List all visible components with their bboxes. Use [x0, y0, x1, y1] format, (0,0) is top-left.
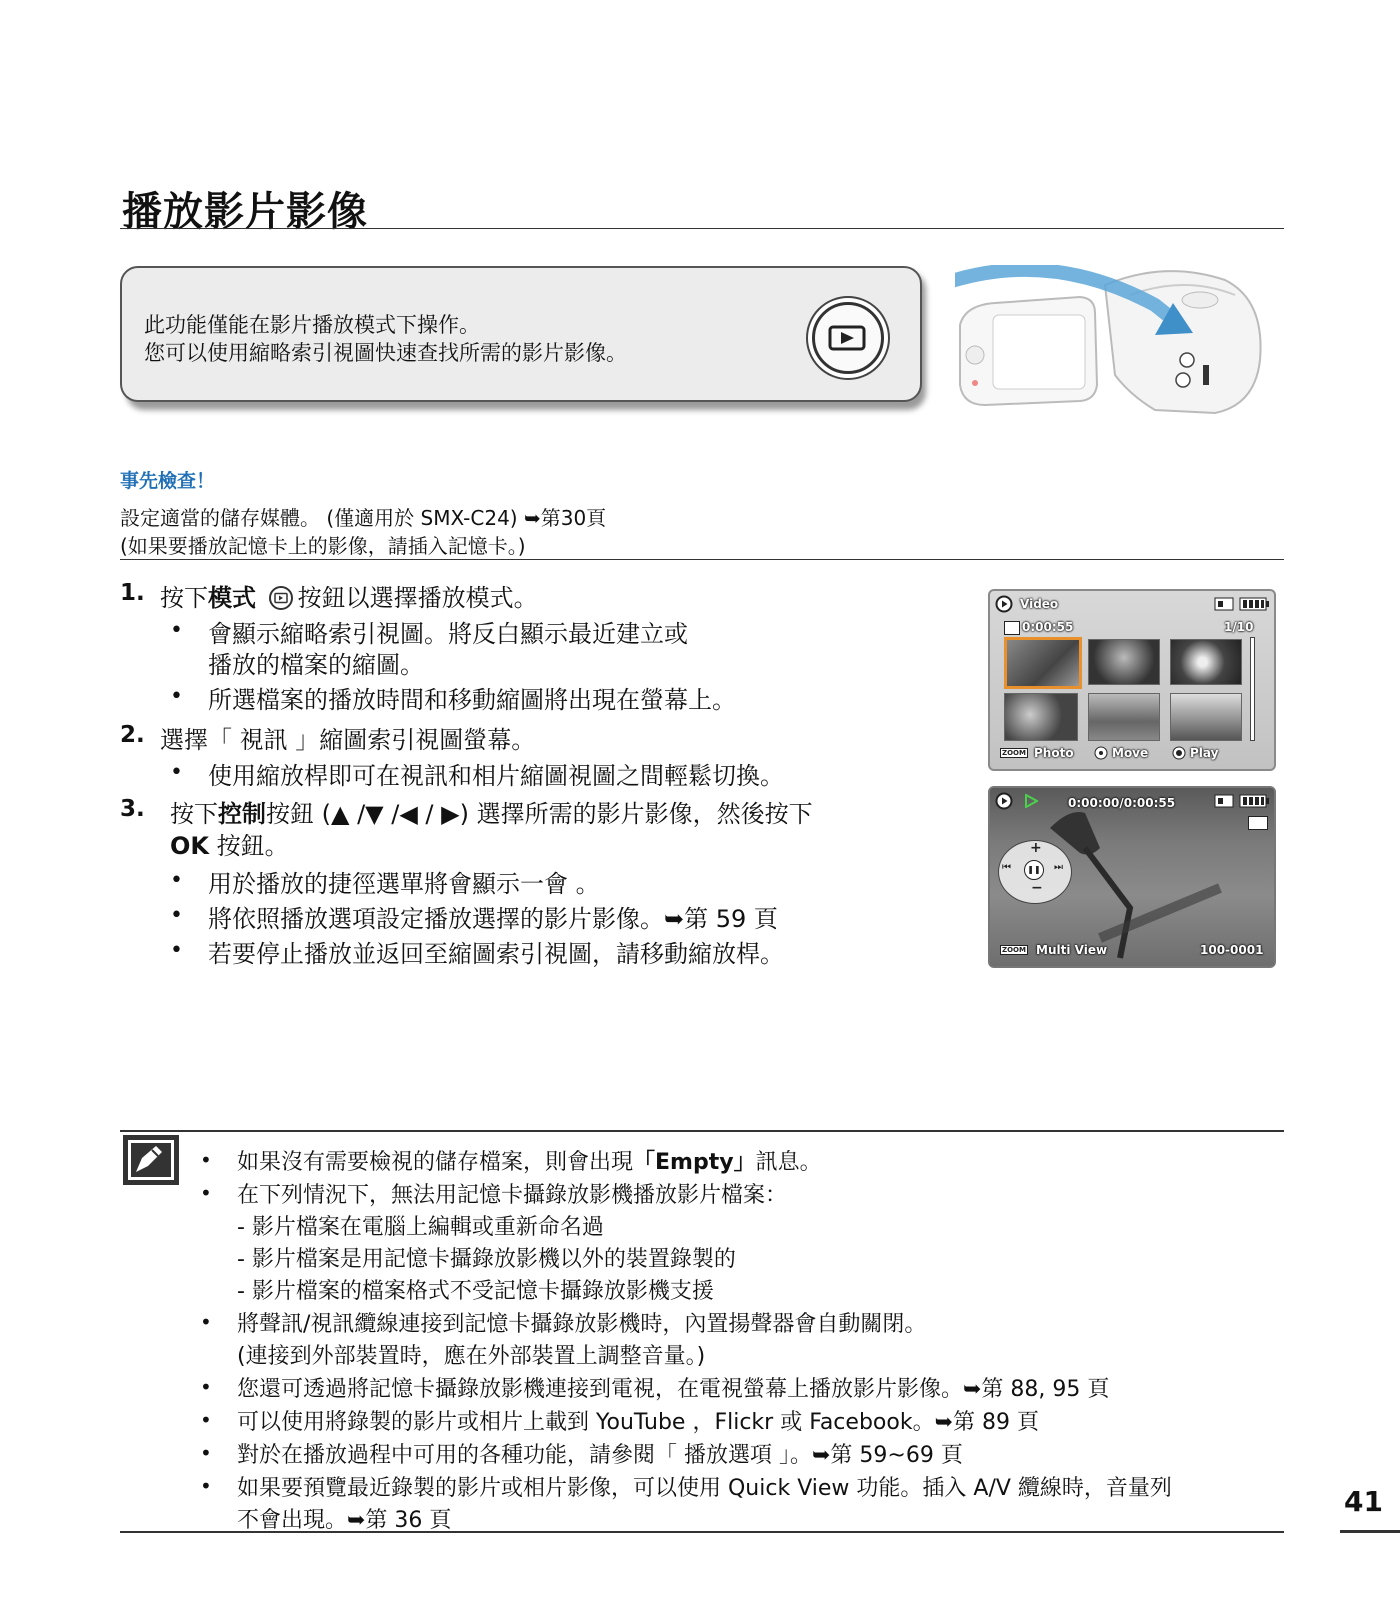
intro-text-line1: 此功能僅能在影片播放模式下操作。 [144, 313, 480, 337]
volume-up-icon[interactable]: + [1030, 840, 1042, 856]
bullet: • [200, 1474, 212, 1498]
bullet: • [200, 1181, 212, 1205]
bullet: • [200, 1441, 212, 1465]
page-title: 播放影片影像 [122, 189, 368, 235]
step-1-bullet-1a: 會顯示縮略索引視圖。將反白顯示最近建立或 [208, 620, 688, 648]
step-2-text: 選擇「 視訊 」縮圖索引視圖螢幕。 [160, 726, 536, 754]
zoom-badge: ZOOM [1002, 749, 1026, 757]
note-top-divider [120, 1130, 1284, 1132]
note-2: 在下列情況下，無法用記憶卡攝錄放影機播放影片檔案： [237, 1183, 788, 1208]
step-3-bullet-1: 用於播放的捷徑選單將會顯示一會 。 [208, 870, 600, 898]
intro-text-line2: 您可以使用縮略索引視圖快速查找所需的影片影像。 [144, 341, 627, 365]
bullet: • [170, 903, 183, 928]
ok-button-icon [1172, 746, 1186, 760]
bullet: • [170, 760, 183, 785]
note-3b: (連接到外部裝置時，應在外部裝置上調整音量。) [237, 1344, 706, 1369]
ok-label: OK [170, 832, 209, 860]
playback-icon [994, 595, 1014, 613]
precheck-heading: 事先檢查！ [120, 470, 216, 492]
file-number: 100-0001 [1200, 943, 1264, 957]
step-3-number: 3. [120, 796, 145, 822]
precheck-text-line2: (如果要播放記憶卡上的影像，請插入記憶卡。) [120, 534, 526, 558]
step-1-text [160, 578, 538, 613]
bullet: • [200, 1310, 212, 1334]
note-2-sub-1: - 影片檔案在電腦上編輯或重新命名過 [237, 1215, 604, 1240]
film-icon [1004, 621, 1020, 635]
scrollbar[interactable] [1250, 637, 1255, 741]
precheck-text-line1: 設定適當的儲存媒體。 (僅適用於 SMX-C24) ➥第30頁 [120, 506, 607, 530]
note-pencil-icon [122, 1134, 180, 1186]
thumbnail-3[interactable] [1170, 639, 1242, 685]
play-label: Play [1190, 746, 1219, 760]
step-3-bold: 控制 [218, 800, 266, 828]
playback-mode-icon [828, 325, 866, 351]
step-3-bullet-3: 若要停止播放並返回至縮圖索引視圖，請移動縮放桿。 [208, 940, 784, 968]
note-5: 可以使用將錄製的影片或相片上載到 YouTube ，Flickr 或 Facebook。➥第 89 頁 [237, 1410, 1039, 1435]
fast-forward-icon[interactable]: ⏭ [1054, 862, 1063, 873]
step-1-bullet-2: 所選檔案的播放時間和移動縮圖將出現在螢幕上。 [208, 686, 736, 714]
thumbnail-2[interactable] [1088, 639, 1160, 685]
camcorder-illustration [955, 265, 1285, 425]
rewind-icon[interactable]: ⏮ [1002, 862, 1011, 873]
bullet: • [170, 618, 183, 643]
zoom-badge: ZOOM [1002, 946, 1026, 954]
mode-label: Video [1020, 597, 1059, 611]
playback-icon [994, 792, 1014, 810]
move-label: Move [1112, 746, 1149, 760]
page-number-rule [1340, 1530, 1400, 1533]
note-1-bold: 「Empty」 [633, 1150, 756, 1175]
step-1-number: 1. [120, 580, 145, 606]
title-divider [120, 228, 1284, 229]
thumb-counter: 1/10 [1224, 620, 1254, 634]
move-joystick-icon [1094, 746, 1108, 760]
mode-button-icon [268, 585, 294, 611]
multi-view-label: Multi View [1036, 943, 1108, 957]
page-number: 41 [1344, 1485, 1383, 1518]
step-3-pre: 按下 [170, 800, 218, 828]
note-2-sub-3: - 影片檔案的檔案格式不受記憶卡攝錄放影機支援 [237, 1279, 714, 1304]
battery-icon [1214, 597, 1270, 611]
thumbnail-6[interactable] [1170, 693, 1242, 741]
step-1-bullet-1b: 播放的檔案的縮圖。 [208, 651, 424, 679]
note-1 [237, 1145, 822, 1176]
step-1-post: 按鈕以選擇播放模式。 [297, 584, 538, 612]
note-7a: 如果要預覽最近錄製的影片或相片影像，可以使用 Quick View 功能。插入 A/V 纜線時，音量列 [237, 1476, 1172, 1501]
bullet: • [170, 684, 183, 709]
step-3-bullet-2: 將依照播放選項設定播放選擇的影片影像。➥第 59 頁 [208, 905, 778, 933]
step-1-pre: 按下 [160, 584, 208, 612]
bullet: • [200, 1375, 212, 1399]
video-playback-screen [988, 786, 1276, 968]
note-4: 您還可透過將記憶卡攝錄放影機連接到電視，在電視螢幕上播放影片影像。➥第 88, 95 頁 [237, 1377, 1110, 1402]
note-bottom-divider [120, 1531, 1284, 1533]
bullet: • [170, 938, 183, 963]
thumbnail-index-screen [988, 589, 1276, 771]
step-3-text-line2 [170, 826, 289, 861]
note-7b: 不會出現。➥第 36 頁 [237, 1508, 452, 1533]
thumbnail-4[interactable] [1004, 693, 1078, 741]
thumb-time: 0:00:55 [1022, 620, 1074, 634]
step-1-bold: 模式 [208, 584, 256, 612]
thumbnail-5[interactable] [1088, 693, 1160, 741]
playback-time: 0:00:00/0:00:55 [1068, 796, 1176, 810]
note-2-sub-2: - 影片檔案是用記憶卡攝錄放影機以外的裝置錄製的 [237, 1247, 736, 1272]
quality-icon [1248, 816, 1268, 830]
step-3-ok-post: 按鈕。 [209, 832, 289, 860]
note-6: 對於在播放過程中可用的各種功能，請參閱「 播放選項 」。➥第 59~69 頁 [237, 1443, 963, 1468]
note-1-pre: 如果沒有需要檢視的儲存檔案，則會出現 [237, 1150, 634, 1175]
step-2-bullet-1: 使用縮放桿即可在視訊和相片縮圖視圖之間輕鬆切換。 [208, 762, 784, 790]
battery-icon [1214, 794, 1270, 808]
step-3-post: 按鈕 (▲ /▼ /◀ / ▶) 選擇所需的影片影像，然後按下 [266, 800, 813, 828]
precheck-divider [120, 559, 1284, 560]
step-2-number: 2. [120, 722, 145, 748]
play-status-icon [1024, 794, 1038, 808]
bullet: • [170, 868, 183, 893]
bullet: • [200, 1148, 212, 1172]
volume-down-icon[interactable]: − [1031, 880, 1043, 896]
note-3a: 將聲訊/視訊纜線連接到記憶卡攝錄放影機時，內置揚聲器會自動關閉。 [237, 1312, 927, 1337]
step-3-text [170, 794, 813, 829]
photo-label: Photo [1034, 746, 1074, 760]
pause-icon[interactable]: ❚❚ [1024, 860, 1044, 880]
thumbnail-1-selected[interactable] [1004, 637, 1082, 689]
bullet: • [200, 1408, 212, 1432]
note-1-post: 訊息。 [755, 1150, 822, 1175]
